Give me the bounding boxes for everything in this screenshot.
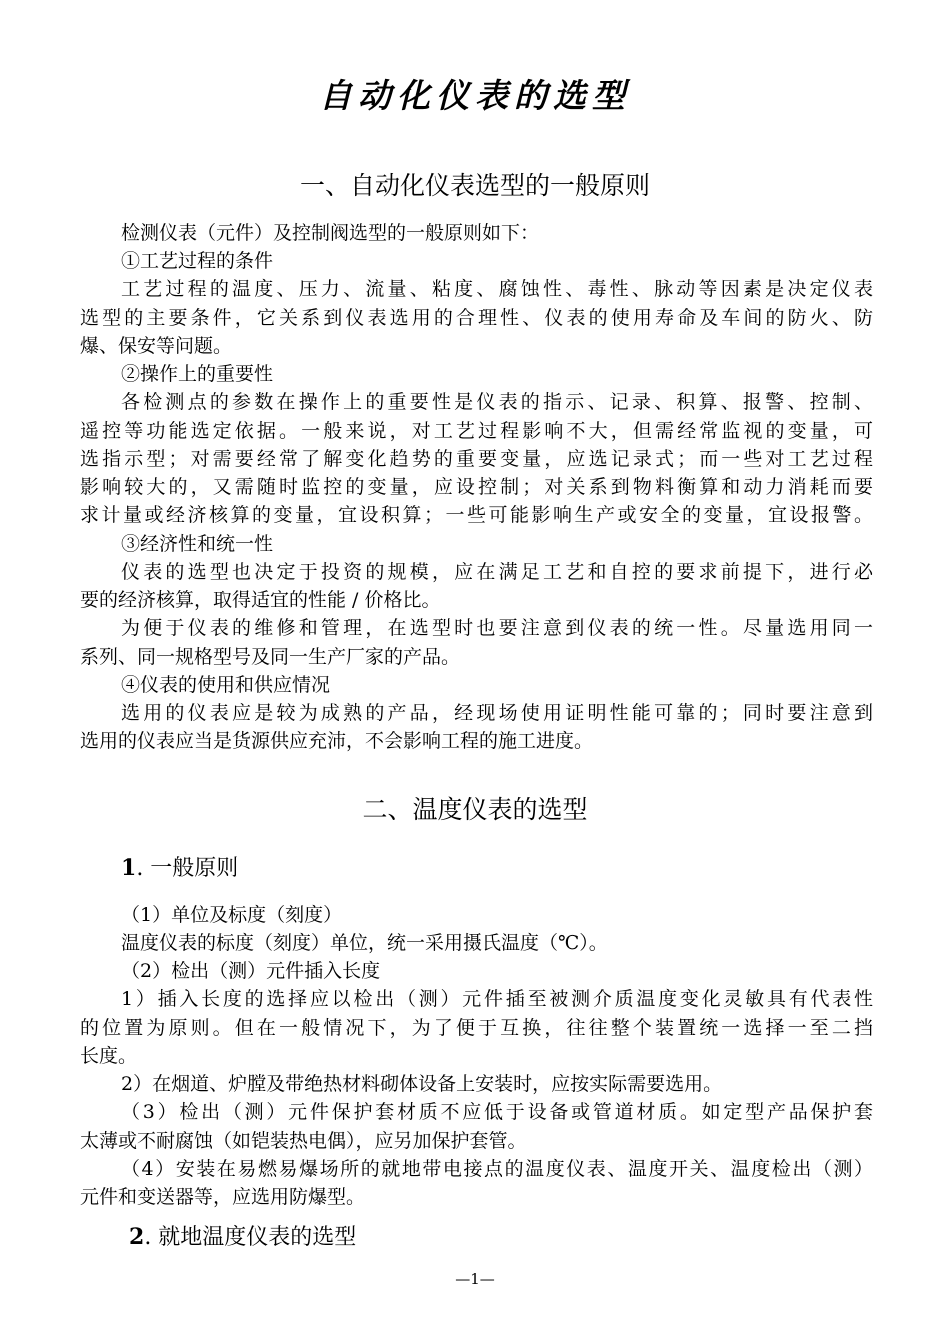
paragraph-line: 选用的仪表应当是货源供应充沛，不会影响工程的施工进度。 [80,730,594,752]
paragraph-line: 的位置为原则。但在一般情况下，为了便于互换，往往整个装置统一选择一至二挡 [80,1017,873,1039]
subsection-heading [121,853,238,884]
paragraph-line: 仪表的选型也决定于投资的规模，应在满足工艺和自控的要求前提下，进行必 [121,561,873,583]
paragraph-line: 选型的主要条件，它关系到仪表选用的合理性、仪表的使用寿命及车间的防火、防 [80,307,873,329]
paragraph-line: ②操作上的重要性 [121,363,274,385]
paragraph-line: 工艺过程的温度、压力、流量、粘度、腐蚀性、毒性、脉动等因素是决定仪表 [121,278,873,300]
subsection-title: . 就地温度仪表的选型 [144,1225,357,1250]
paragraph-line: 选用的仪表应是较为成熟的产品，经现场使用证明性能可靠的；同时要注意到 [121,702,873,724]
paragraph-line: 遥控等功能选定依据。一般来说，对工艺过程影响不大，但需经常监视的变量，可 [80,420,873,442]
section-heading: 一、自动化仪表选型的一般原则 [299,171,650,200]
paragraph-line: 系列、同一规格型号及同一生产厂家的产品。 [80,646,461,668]
paragraph-line: 为便于仪表的维修和管理，在选型时也要注意到仪表的统一性。尽量选用同一 [121,617,873,639]
subsection-title: . 一般原则 [136,856,239,881]
paragraph-line: （4）安装在易燃易爆场所的就地带电接点的温度仪表、温度开关、温度检出（测） [121,1158,873,1180]
paragraph-line: 1）插入长度的选择应以检出（测）元件插至被测介质温度变化灵敏具有代表性 [121,988,873,1010]
paragraph-line: 检测仪表（元件）及控制阀选型的一般原则如下： [121,222,540,244]
paragraph-line: 爆、保安等问题。 [80,335,233,357]
paragraph-line: 选指示型；对需要经常了解变化趋势的重要变量，应选记录式；而一些对工艺过程 [80,448,873,470]
paragraph-line: 2）在烟道、炉膛及带绝热材料砌体设备上安装时，应按实际需要选用。 [121,1073,723,1095]
paragraph-line: 影响较大的，又需随时监控的变量，应设控制；对关系到物料衡算和动力消耗而要 [80,476,873,498]
paragraph-line: ④仪表的使用和供应情况 [121,674,331,696]
document-title: 自动化仪表的选型 [319,76,631,115]
paragraph-line: 太薄或不耐腐蚀（如铠装热电偶），应另加保护套管。 [80,1130,527,1152]
page-number: —1— [455,1270,495,1288]
paragraph-line: 元件和变送器等，应选用防爆型。 [80,1186,366,1208]
paragraph-line: 温度仪表的标度（刻度）单位，统一采用摄氏温度（℃）。 [121,932,608,954]
paragraph-line: ③经济性和统一性 [121,533,274,555]
section-heading: 二、温度仪表的选型 [362,795,588,824]
paragraph-line: 各检测点的参数在操作上的重要性是仪表的指示、记录、积算、报警、控制、 [121,391,873,413]
paragraph-line: 要的经济核算，取得适宜的性能 / 价格比。 [80,589,441,611]
subsection-number: 1 [121,855,137,881]
paragraph-line: （3）检出（测）元件保护套材质不应低于设备或管道材质。如定型产品保护套 [121,1101,873,1123]
paragraph-line: 长度。 [80,1045,138,1067]
paragraph-line: ①工艺过程的条件 [121,250,274,272]
paragraph-line: （2）检出（测）元件插入长度 [121,960,381,982]
paragraph-line: 求计量或经济核算的变量，宜设积算；一些可能影响生产或安全的变量，宜设报警。 [80,504,873,526]
subsection-heading [129,1222,356,1253]
subsection-number: 2 [129,1224,145,1250]
paragraph-line: （1）单位及标度（刻度） [121,904,343,926]
